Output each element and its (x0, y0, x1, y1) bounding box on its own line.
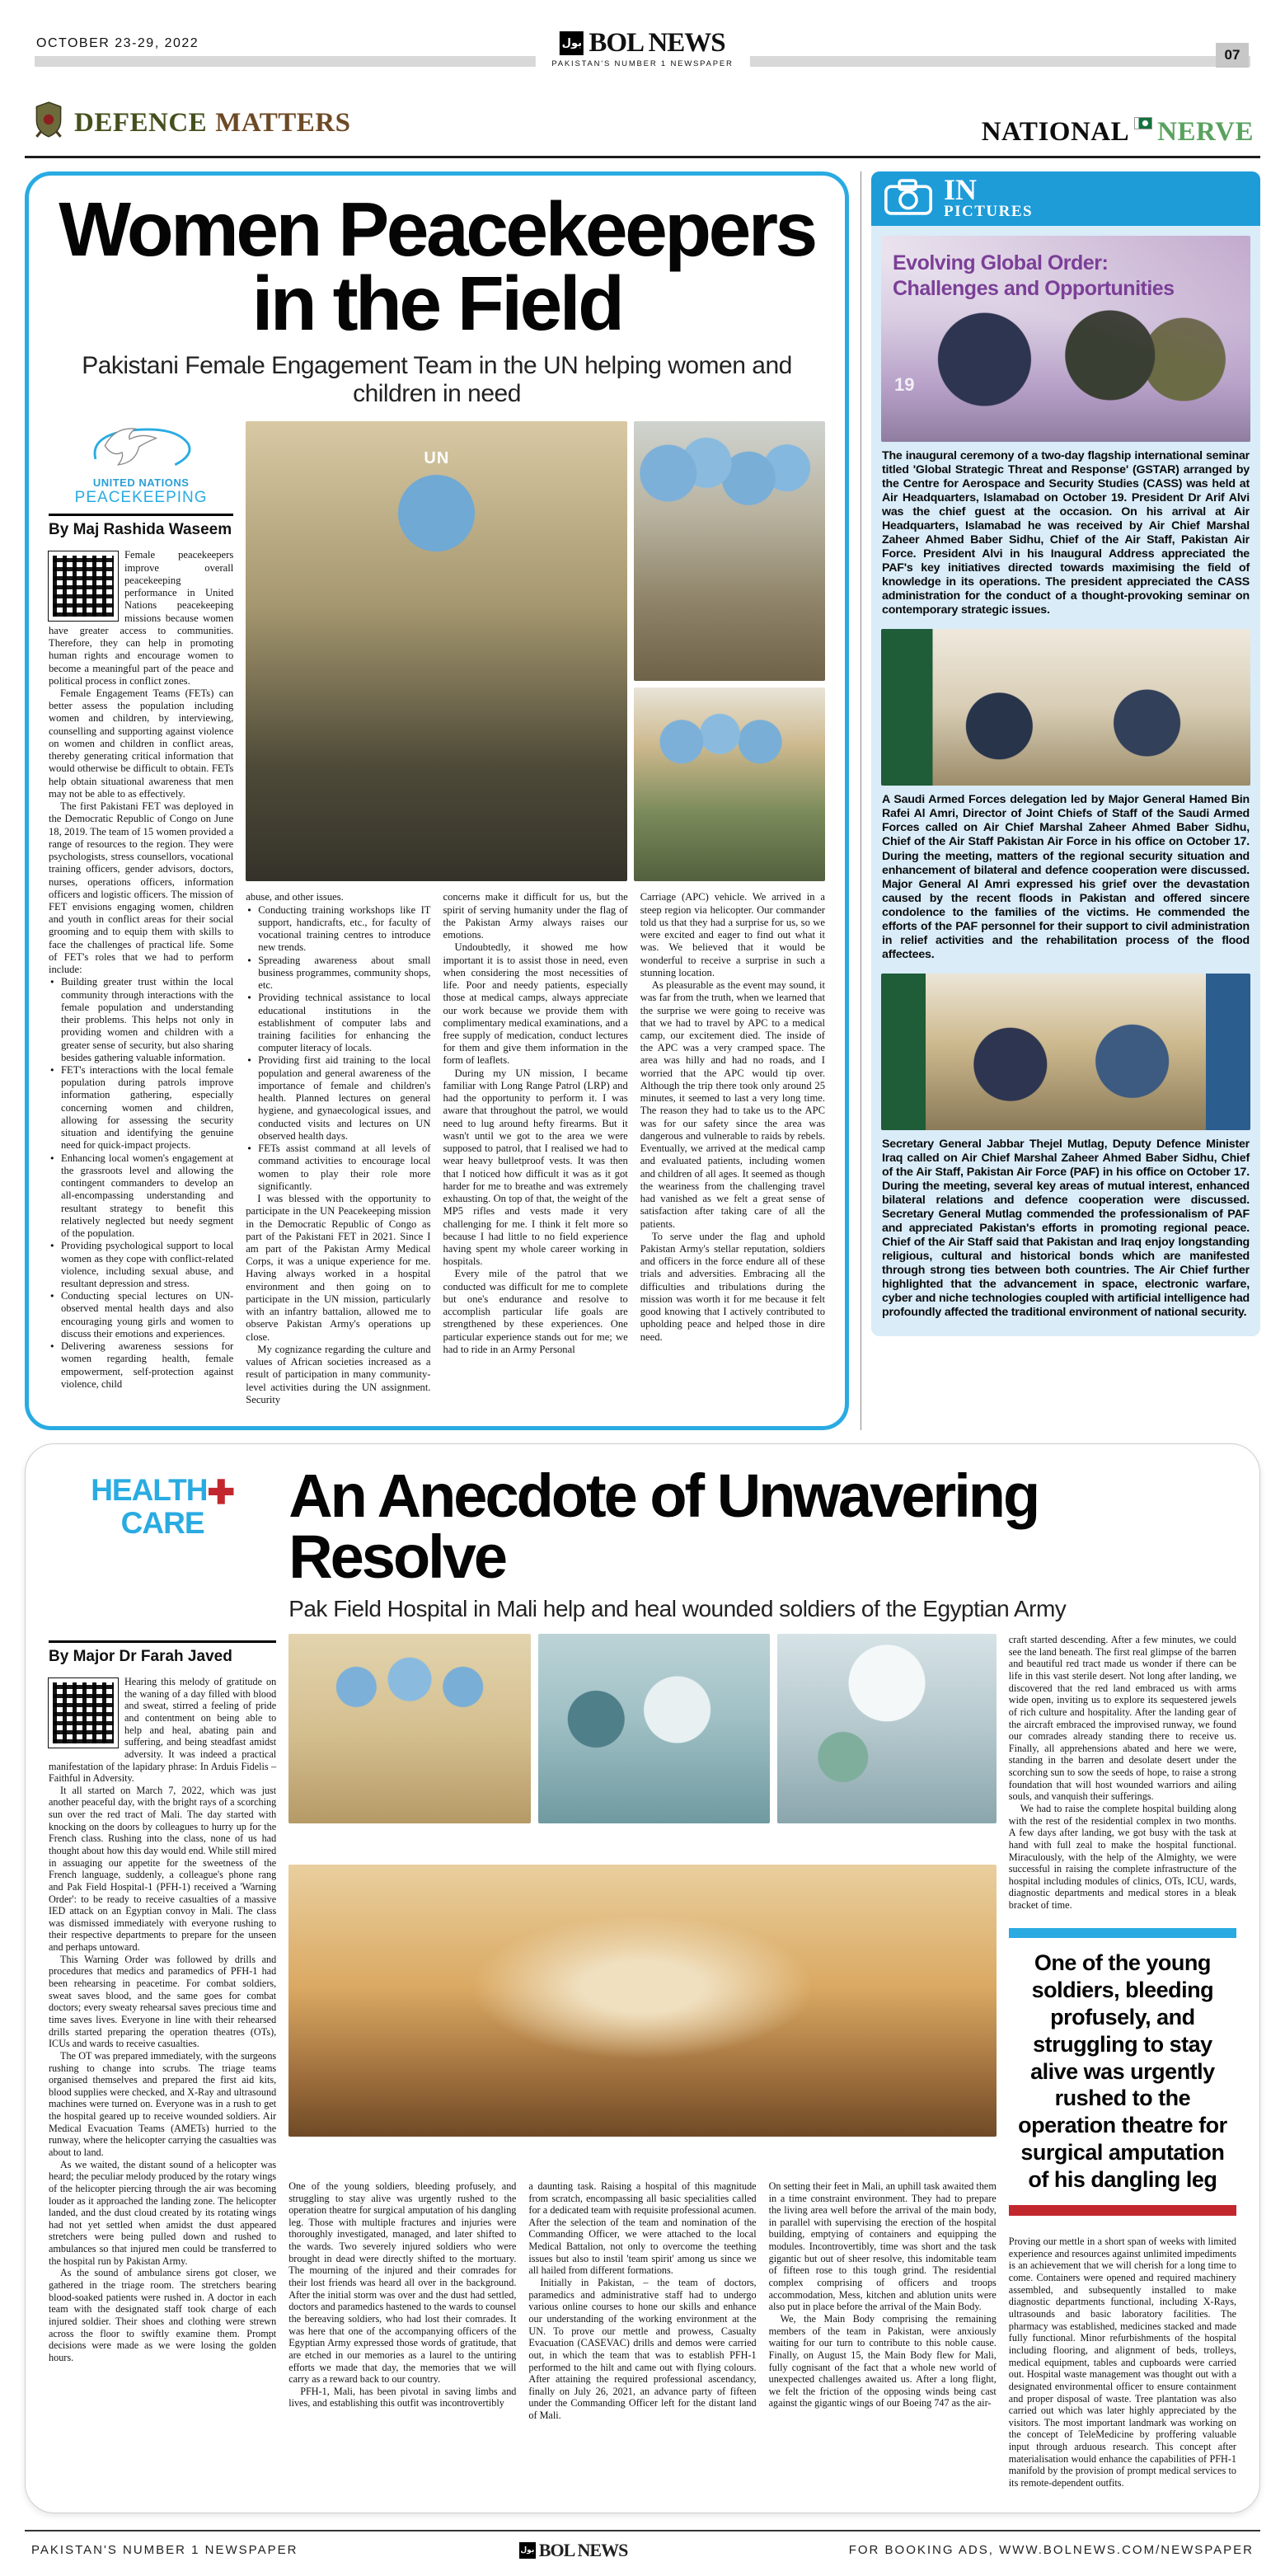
photo-peacekeeper-portrait (246, 421, 627, 881)
paragraph: My cognizance regarding the culture and values of African societies increased as a result of participation in many community-level activities during the UN assignment. Security (246, 1343, 431, 1405)
article2-column-3 (528, 2180, 756, 2489)
paragraph: ● Enhancing local women's engagement at the grassroots level and allowing the contingent commanders to develop an all-encompassing understanding and resultant strategy to benefit this relatively neglected but needy segment of the population. (49, 1152, 233, 1241)
pakistan-flag-icon (1134, 117, 1152, 129)
issue-date: OCTOBER 23-29, 2022 (36, 35, 209, 53)
paragraph: Undoubtedly, it showed me how important it is to assist those in need, even when considering the most necessities of life. Poor and needy patients, especially those at medical camps, always appreciate our work because we provide them with complimentary medical examinations, and a free supply of medication, conduct lectures for them and give them information in the form of leaflets. (443, 941, 628, 1067)
photo-iraq-minister (881, 974, 1250, 1130)
paragraph: Carriage (APC) vehicle. We arrived in a steep region via helicopter. Our commander told us that they had a surprise for us, so we were excited and eager to find out what it was. We believed that it would be wonderful to receive a surprise in such a stunning location. (640, 891, 825, 978)
article2-headline: An Anecdote of Unwavering Resolve (288, 1462, 1039, 1592)
paragraph: concerns make it difficult for us, but the spirit of serving humanity under the flag of the Pakistan Army always raises our emotions. (443, 891, 628, 941)
seminar-banner-text: Evolving Global Order: Challenges and Opportunities (893, 251, 1175, 301)
pull-quote-top-bar (1009, 1928, 1236, 1938)
paragraph: Every mile of the patrol that we conducted was difficult for me to complete but one's endurance and resolve to accomplish particular life goals are strengthened by these experiences. One particular experience stands out for me; we had to ride in an Army Personal (443, 1268, 628, 1355)
article2-column-5 (1009, 1634, 1236, 2489)
article2-column-5-top (1009, 1634, 1236, 1912)
section-label-word: MATTERS (215, 108, 351, 138)
paragraph: ● Delivering awareness sessions for women regarding health, female empowerment, self-protection against violence, child (49, 1340, 233, 1391)
paragraph: ● Spreading awareness about small business programmes, community shops, etc. (246, 955, 430, 992)
helmet-un-label: UN (424, 449, 450, 468)
caption-iraq-minister: Secretary General Jabbar Thejel Mutlag, Deputy Defence Minister Iraq called on Air Chief Marshal Zaheer Ahmed Baber Sidhu, Chief of the Air Staff, Pakistan Air Force (PAF) in his office on October 17. During the meeting, several key areas of mutual interest, enhanced bilateral relations and defence cooperation were discussed. Secretary General Mutlag commended the professionalism of PAF and appreciated Pakistan's efforts in promoting regional peace. Chief of the Air Staff said that Pakistan and Iraq enjoy longstanding religious, cultural and historical bonds which are manifested through strong ties between both countries. The Air Chief further highlighted that the advancement in space, electronic warfare, cyber and niche technologies coupled with artificial intelligence had profoundly affected the traditional environment of national security. (882, 1137, 1250, 1320)
article2-column-1-text (49, 1676, 276, 2364)
article-anecdote-resolve (25, 1443, 1260, 2513)
masthead (25, 0, 1260, 97)
in-pictures-header (871, 171, 1260, 226)
photo-saudi-delegation (881, 629, 1250, 786)
paragraph: PFH-1, Mali, has been pivotal in saving limbs and lives, and establishing this outfit was incontrovertibly (288, 2385, 517, 2409)
camera-icon (884, 179, 932, 219)
photo-field-hospital (288, 1865, 997, 2137)
section-label-word: NATIONAL (981, 117, 1130, 147)
photo-un-medics (288, 1634, 531, 1823)
section-defence-matters (31, 99, 350, 148)
paragraph: ● Building greater trust within the local community through interactions with the female population and understanding their problems. This helps not only in providing women and children with a greater sense of security, but also sharing besides gathering valuable information. (49, 976, 233, 1064)
photo-fet-patrol (634, 421, 825, 681)
paragraph: craft started descending. After a few minutes, we could see the land beneath. The first real glimpse of the barren and beautiful red tract made us wonder if there can be life in this vast sterile desert. Not long after landing, we discovered that the red land embraced us with arms wide open, inviting us to explore its sequestered jewels of rich culture and hospitality. After the landing gear of the aircraft embraced the improvised runway, we found our comrades already standing there to receive us. Finally, all apprehensions abated and here we were, standing in the barren and desolate desert under the scorching sun to sow the seeds of hope, to raise a strong foundation that will host wounded warriors and ailing souls, and vanquish their sufferings. (1008, 1634, 1236, 1803)
un-logo-text: PEACEKEEPING (74, 489, 208, 507)
in-pictures-sidebar (861, 171, 1260, 1430)
health-care-word: HEALTH (91, 1473, 208, 1508)
article1-photo-strip (246, 421, 825, 881)
qr-code (49, 1678, 118, 1748)
caption-saudi-delegation: A Saudi Armed Forces delegation led by Major General Hamed Bin Rafei Al Amri, Director of Joint Chiefs of Staff of the Saudi Armed Forces called on Air Chief Marshal Zaheer Ahmed Baber Sidhu, Chief of the Air Staff Pakistan Air Force in his office on October 17. During the meeting, matters of the regional security situation and enhancement of bilateral and defence cooperation were discussed. Major General Al Amri expressed his grief over the devastation caused by the recent floods in Pakistan and offered sincere condolence to the families of the victims. He commended the efforts of the PAF personnel for their support to civil administration in relief activities and the rehabilitation process of the flood affectees. (882, 793, 1250, 961)
paragraph: The first Pakistani FET was deployed in the Democratic Republic of Congo on June 18, 2019. The team of 15 women provided a range of resources to the region. They were psychologists, stress counsellors, vocational training officers, gender advisors, doctors, nurses, operations officers, information officers and logistic officers. The mission of FET envisions engaging women, children and youth in conflict areas for their social grooming and to equip them with skills to face the challenges of practical life. Some of FET's roles that we had to perform include: (49, 800, 234, 976)
in-pictures-body (871, 226, 1260, 1336)
paragraph: To serve under the flag and uphold Pakistan Army's stellar reputation, soldiers and officers in the force endure all of these trials and adversities. Embracing all the difficulties and tribulations during the mission was worth it for me because it felt good knowing that I actively contributed to upholding peace and helped those in dire need. (640, 1230, 825, 1343)
article2-subtitle: Pak Field Hospital in Mali help and heal wounded soldiers of the Egyptian Army (288, 1596, 1067, 1622)
footer-brand (519, 2540, 628, 2561)
paragraph: We, the Main Body comprising the remaining members of the team in Pakistan, were anxiously waiting for our turn to contribute to this noble cause. Finally, on August 15, the Main Body flew for Mali, fully cognisant of the fact that a whole new world of unexpected challenges awaited us. After a long flight, we felt the friction of the opposing winds being cast against the gigantic wings of our Boeing 747 as the air- (768, 2312, 997, 2409)
article2-byline: By Major Dr Farah Javed (49, 1640, 276, 1666)
paragraph: The OT was prepared immediately, with the surgeons rushing to change into scrubs. The triage teams organised themselves and prepared the first aid kits, blood supplies were checked, and X-Ray and ultrasound machines were turned on. Everyone was in a rush to get the hospital geared up to receive wounded soldiers. Air Medical Evacuation Teams (AMETs) hurried to the runway, where the helicopter carrying the casualties was about to land. (49, 2049, 277, 2158)
article1-subtitle: Pakistani Female Engagement Team in the UN helping women and children in need (82, 352, 792, 408)
footer-right-text: FOR BOOKING ADS, WWW.BOLNEWS.COM/NEWSPAPER (848, 2543, 1254, 2558)
paragraph: abuse, and other issues. (246, 891, 344, 903)
paragraph: ● Conducting training workshops like IT support, handicrafts, etc., for faculty of vocational training centres to introduce new trends. (246, 904, 430, 955)
section-national-nerve (982, 117, 1254, 148)
paragraph: Proving our mettle in a short span of weeks with limited experience and resources against unlimited impediments is an achievement that we will cherish for a long time to come. Containers were opened and required machinery assembled, and subsequently installed to make diagnostic departments functional, including X-Rays, ultrasounds and basic laboratory facilities. The pharmacy was established, medicines stacked and made fully functional. Minor refurbishments of the hospital including flooring, and alignment of beds, trolleys, medical equipment, tables and cupboards were carried out. Hospital waste management was thought out with a designated environmental officer to ensure containment and proper disposal of waste. Tree plantation was also carried out which was later highly appreciated by the visitors. The most important landmark was working on the concept of TeleMedicine by proffering valuable input through arduous research. This concept after materialisation would enhance the capabilities of PFH-1 manifold by the provision of prompt medical services to its remote-dependent outfits. (1008, 2236, 1236, 2489)
paragraph: Hearing this melody of gratitude on the waning of a day filled with blood and sweat, stirred a feeling of pride and contentment on being able to help and heal, abating pain and suffering, and being steadfast amidst adversity. It was indeed a practical manifestation of the lapidary phrase: In Arduis Fidelis – Faithful in Adversity. (49, 1676, 277, 1785)
paragraph: ● Providing psychological support to local women as they cope with conflict-related violence, including sexual abuse, and resultant depression and stress. (49, 1240, 233, 1290)
in-pictures-title: IN (944, 172, 978, 206)
paragraph: ● Conducting special lectures on UN-observed mental health days and also encouraging young girls and women to discuss their emotions and experiences. (49, 1290, 233, 1340)
paragraph: Initially in Pakistan, – the team of doctors, paramedics and administrative staff had to undergo various online courses to hone our skills and enhance our understanding of the working environment at the UN. To prove our mettle and prowess, Casualty Evacuation (CASEVAC) drills and demos were carried out, in which the team that was to establish PFH-1 performed to the hilt and came out with flying colours. After attaining the required professional ascendancy, finally on July 26, 2021, an advance party of fifteen under the Commanding Officer left for the distant land of Mali. (528, 2277, 757, 2422)
medical-cross-icon: ✚ (207, 1475, 234, 1512)
bol-logo-mark-icon: بول (560, 31, 584, 55)
article1-column-4 (640, 891, 825, 1406)
masthead-brand (535, 28, 749, 68)
paragraph: One of the young soldiers, bleeding profusely, and struggling to stay alive was urgently rushed to the operation theatre for surgical amputation of his dangling leg. Those with multiple fractures and injuries were thoroughly investigated, managed, and later shifted to the wards. Two severely injured soldiers who were brought in dead were directly shifted to the mortuary. The mourning of the injured and their comrades for their lost friends was heard all over in the background. After the initial storm was over and the dust had settled, doctors and paramedics hastened to the wards to counsel the bereaving soldiers, who had lost their comrades. It was here that one of the accompanying officers of the Egyptian Army expressed those words of gratitude, that are etched in our memories as a laurel to the untiring efforts we made that day, the memories that we will carry as a reward back to our country. (288, 2180, 517, 2386)
footer-left-text: PAKISTAN'S NUMBER 1 NEWSPAPER (31, 2543, 298, 2558)
article-women-peacekeepers (25, 171, 849, 1430)
paragraph: During my UN mission, I became familiar with Long Range Patrol (LRP) and had the opportunity to perform it. I was aware that throughout the patrol, we would need to lug around hefty firearms. But it wasn't until we got to the area we were supposed to patrol, that I realised we had to wear heavy bulletproof vests. It was then that I noticed how difficult it was as it got harder for me to breathe and was extremely exhausting. On top of that, the weight of the MP5 rifles and vests made it very challenging for me. I think it felt more so because I had little to no field experience having spent my whole career working in hospitals. (443, 1067, 628, 1268)
paragraph: a daunting task. Raising a hospital of this magnitude from scratch, encompassing all basic specialities called for a dedicated team with requisite professional acumen. After the selection of the team and nomination of the Commanding Officer, we were attached to the local Medical Battalion, not only to overcome the teething issues but also to instil 'team spirit' among us since we all hailed from different formations. (528, 2180, 757, 2277)
paragraph: This Warning Order was followed by drills and procedures that medics and paramedics of PFH-1 had been rehearsing in peacetime. For combat soldiers, sweat saves blood, and the same goes for combat doctors; every sweaty rehearsal saves precious time and time saves lives. Everyone in line with their rehearsed drills started preparing the operation theatres (OTs), ICUs and wards to receive casualties. (49, 1953, 277, 2050)
article1-headline: Women Peacekeepers in the Field (59, 186, 815, 347)
page-number: 07 (1216, 43, 1249, 68)
photo-fet-convoy (634, 687, 825, 881)
section-label-word: NERVE (1157, 117, 1254, 147)
un-logo-text: UNITED NATIONS (92, 476, 190, 490)
section-label-word: DEFENCE (74, 108, 208, 138)
brand-tagline: PAKISTAN'S NUMBER 1 NEWSPAPER (551, 59, 734, 68)
brand-name: BOL NEWS (589, 28, 725, 58)
article1-column-2 (246, 891, 430, 1406)
paragraph: Female Engagement Teams (FETs) can better assess the population including women and children, by interviewing, counselling and supporting against violence on women and children in conflict areas, thereby generating critical information that would otherwise be difficult to obtain. FETs help obtain situational awareness that men may not be able to as effectively. (49, 687, 234, 800)
paragraph: As pleasurable as the event may sound, it was far from the truth, when we learned that the surprise we were going to receive was that we had to travel by APC to a medical camp, our excitement died. The inside of the APC was a very cramped space. The area was hilly and had no roads, and I worried that the APC would tip over. Although the trip there took only around 25 minutes, it seemed to last a very long time. The reason they had to take us to the APC was for our safety since the area was dangerous and vulnerable to raids by rebels. Eventually, we arrived at the medical camp and evaluated patients, including women and children of all ages. It seemed as though the weariness from the challenging travel had vanished as we felt a great sense of satisfaction after taking care of all the patients. (640, 979, 825, 1230)
bol-logo-mark-icon: بول (519, 2542, 536, 2559)
photo-medical-equipment (777, 1634, 997, 1823)
article1-column-3 (443, 891, 628, 1406)
article2-column-4 (769, 2180, 997, 2489)
defence-crest-icon (31, 99, 66, 148)
article1-byline: By Maj Rashida Waseem (49, 514, 233, 539)
paragraph: I was blessed with the opportunity to participate in the UN Peacekeeping mission in the Democratic Republic of Congo as part of the Pakistani FET in 2021. Since I am part of the Pakistan Army Medical Corps, it was a unique experience for me. Having always worked in a hospital environment and then going on to participate in the UN mission, particularly with an infantry battalion, allowed me to observe Pakistan Army's operations up close. (246, 1193, 431, 1343)
article2-column-2 (288, 2180, 516, 2489)
article2-column-5-bottom (1009, 2236, 1236, 2489)
paragraph: We had to raise the complete hospital building along with the rest of the residential complex in two months. A few days after landing, we got busy with the task at hand with full zeal to make the hospital functional. Miraculously, with the help of the Almighty, we were successful in raising the complete infrastructure of the hospital including modules of clinics, OTs, ICU, wards, diagnostic departments and medical stores in a bleak bracket of time. (1008, 1802, 1236, 1912)
caption-gstar-seminar: The inaugural ceremony of a two-day flagship international seminar titled 'Global Strategic Threat and Response' (GSTAR) arranged by the Centre for Aerospace and Security Studies (CASS) was held at Air Headquarters, Islamabad on October 19. President Dr Arif Alvi was the chief guest at the occasion. On his arrival at Air Headquarters, Islamabad he was received by Air Chief Marshal Zaheer Ahmed Baber Sidhu, Chief of the Air Staff, Pakistan Air Force. President Alvi in his Inaugural Address appreciated the PAF's key initiatives directed towards maximising the field of knowledge in its operations. The president appreciated the CASS administration for the conduct of a thought-provoking seminar on contemporary strategic issues. (882, 449, 1250, 617)
article2-header (288, 1459, 1236, 1634)
article1-column-1 (49, 421, 233, 1406)
pull-quote: One of the young soldiers, bleeding profusely, and struggling to stay alive was urgently rushed to the operation theatre for surgical amputation of his dangling leg (1018, 1950, 1227, 2193)
paragraph: ● FETs assist command at all levels of command activities to encourage local women to play their role more significantly. (246, 1143, 430, 1193)
article2-column-1 (49, 1634, 276, 2489)
dove-icon (83, 421, 199, 472)
paragraph: It all started on March 7, 2022, which was just another peaceful day, with the bright rays of a scorching sun over the red tract of Mali. The day started with knocking on the doors by colleagues to hurry up for the French class. Rushing into the class, none of us had thought about how this day would end. While still mired in assuaging our appetite for the sweetness of the French language, suddenly, a colleague's phone rang and Pak Field Hospital-1 (PFH-1) received a 'Warning Order': to be ready to receive casualties of a massive IED attack on an Egyptian convoy in Mali. The class was dismissed immediately with everyone rushing to their respective departments to prepare for the unseen and perhaps untoward. (49, 1784, 277, 1954)
seminar-banner-date: 19 (894, 374, 915, 395)
paragraph: As we waited, the distant sound of a helicopter was heard; the peculiar melody produced by the rotary wings of the helicopter piercing through the air was becoming louder as it approached the landing zone. The helicopter landed, and the dust cloud created by its rotating wings had not yet settled when amidst the dust appeared stretchers were being pulled down and rushed to ambulances so that injured men could be transferred to the hospital run by Pakistan Army. (49, 2158, 277, 2267)
paragraph: On setting their feet in Mali, an uphill task awaited them in a time constraint environment. They had to prepare the living area well before the arrival of the main body, in parallel with supervising the erection of the hospital building, emptying of containers and equipping the modules. Incontrovertibly, time was short and the task gigantic but out of sheer resolve, this indomitable team of fifteen rose to this tough grind. The residential complex comprising of officers and troops accommodation, Mess, kitchen and ablution units were also put in place before the arrival of the Main Body. (768, 2180, 997, 2313)
in-pictures-title: PICTURES (944, 203, 1034, 221)
article1-column-1-text (49, 549, 233, 1391)
pull-quote-bottom-bar (1009, 2205, 1236, 2216)
paragraph: ● Providing technical assistance to local educational institutions in the establishment of computer labs and training facilities for enhancing the computer literacy of locals. (246, 992, 430, 1054)
paragraph: ● Providing first aid training to the local population and general awareness of the importance of female and children's health. Planned lectures on general hygiene, and gynaecological issues, and conducted visits and lectures on UN observed health days. (246, 1054, 430, 1143)
article2-photo-strip (288, 1634, 997, 2170)
section-labels-row (25, 97, 1260, 158)
paragraph: Female peacekeepers improve overall peacekeeping performance in United Nations peacekeeping missions because women have greater access to communities. Therefore, they can help in promoting human rights and encourage women to become a meaningful part of the peace and political process in conflict zones. (49, 549, 234, 687)
un-peacekeeping-logo (49, 421, 233, 507)
photo-gstar-seminar (881, 236, 1250, 442)
health-care-word: CARE (120, 1506, 204, 1541)
page-footer (25, 2530, 1260, 2561)
health-care-logo (49, 1459, 276, 1634)
qr-code (49, 551, 118, 621)
paragraph: ● FET's interactions with the local female population during patrols improve information gathering, especially concerning women and children, allowing for assessing the security situation and identifying the genuine need for quick-impact projects. (49, 1064, 233, 1152)
footer-brand-name: BOL NEWS (538, 2539, 628, 2560)
paragraph: As the sound of ambulance sirens got closer, we gathered in the triage room. The stretchers bearing blood-soaked patients were rushed in. A doctor in each team with the designated staff took charge of each injured soldier. Their shoes and clothing were strewn across the floor to swiftly examine them. Prompt decisions were made as we were losing the golden hours. (49, 2267, 277, 2363)
photo-operation-theatre (538, 1634, 769, 1823)
